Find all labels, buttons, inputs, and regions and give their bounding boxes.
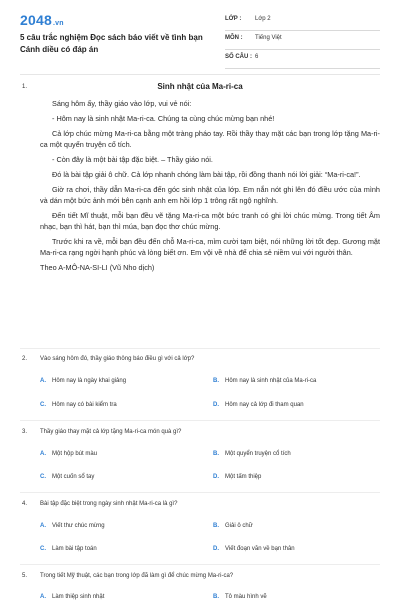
option-text: Hôm nay có bài kiểm tra	[52, 402, 117, 408]
option-text: Làm thiệp sinh nhật	[52, 594, 105, 600]
option-letter: D.	[213, 402, 219, 408]
passage-paragraph: - Hôm nay là sinh nhật Ma-ri-ca. Chúng ta cùng chúc mừng bạn nhé!	[52, 114, 275, 123]
option-letter: A.	[40, 594, 46, 600]
meta-row-class	[225, 12, 380, 31]
option-letter: D.	[213, 546, 219, 552]
meta-label: LỚP :	[225, 16, 242, 22]
option-b[interactable]	[213, 523, 253, 529]
passage-paragraph: Sáng hôm ấy, thầy giáo vào lớp, vui vẻ nói:	[52, 99, 192, 108]
option-text: Một quyển truyện cổ tích	[225, 451, 291, 457]
option-letter: D.	[213, 474, 219, 480]
option-letter: C.	[40, 402, 46, 408]
question-number: 5.	[22, 573, 28, 579]
header-divider	[20, 74, 380, 75]
question-text: Thầy giáo thay mặt cả lớp tặng Ma-ri-ca món quà gì?	[40, 429, 182, 435]
reading-passage	[40, 98, 380, 277]
meta-row-subject	[225, 31, 380, 50]
option-text: Hôm nay là sinh nhật của Ma-ri-ca	[225, 378, 317, 384]
option-letter: C.	[40, 474, 46, 480]
option-text: Viết thư chúc mừng	[52, 523, 105, 529]
option-a[interactable]	[40, 378, 126, 384]
option-letter: A.	[40, 451, 46, 457]
question-text: Trong tiết Mỹ thuật, các bạn trong lớp đã làm gì để chúc mừng Ma-ri-ca?	[40, 573, 234, 579]
option-c[interactable]	[40, 546, 97, 552]
meta-value: Tiếng Việt	[255, 35, 282, 41]
question-number: 3.	[22, 429, 28, 435]
passage-paragraph: - Còn đây là một bài tập đặc biệt. – Thầy giáo nói.	[52, 155, 213, 164]
question-number: 4.	[22, 501, 28, 507]
option-letter: B.	[213, 378, 219, 384]
logo-sub: .vn	[52, 20, 64, 27]
option-b[interactable]	[213, 594, 267, 600]
option-c[interactable]	[40, 474, 94, 480]
option-text: Một hộp bút màu	[52, 451, 98, 457]
option-b[interactable]	[213, 451, 291, 457]
option-letter: A.	[40, 523, 46, 529]
option-d[interactable]	[213, 546, 295, 552]
question-number: 1.	[22, 84, 28, 90]
meta-table	[225, 12, 380, 69]
meta-row-count	[225, 50, 380, 69]
question-divider	[20, 420, 380, 421]
option-letter: A.	[40, 378, 46, 384]
question-divider	[20, 564, 380, 565]
question-number: 2.	[22, 356, 28, 362]
option-text: Tô màu hình vẽ	[225, 594, 267, 600]
option-text: Một cuốn sổ tay	[52, 474, 95, 480]
option-b[interactable]	[213, 378, 316, 384]
question-divider	[20, 492, 380, 493]
passage-paragraph: Đến tiết Mĩ thuật, mỗi bạn đều vẽ tặng Ma-ri-ca một bức tranh có ghi lời chúc mừng. Trong tiết Âm nhạc, bạn thì hát, bạn thì múa, bạn đọc thơ chúc mừng.	[40, 211, 380, 231]
document-title: 5 câu trắc nghiệm Đọc sách báo viết về tình bạn Cánh diều có đáp án	[20, 33, 203, 54]
option-d[interactable]	[213, 402, 304, 408]
option-text: Làm bài tập toán	[52, 546, 97, 552]
option-text: Hôm nay cả lớp đi tham quan	[225, 402, 304, 408]
option-text: Giải ô chữ	[225, 523, 253, 529]
option-letter: B.	[213, 451, 219, 457]
option-letter: C.	[40, 546, 46, 552]
question-text: Vào sáng hôm đó, thầy giáo thông báo điều gì với cả lớp?	[40, 356, 195, 362]
option-text: Viết đoạn văn về bạn thân	[225, 546, 295, 552]
question-text: Bài tập đặc biệt trong ngày sinh nhật Ma-ri-ca là gì?	[40, 501, 178, 507]
site-logo[interactable]	[20, 12, 64, 28]
meta-value: 6	[255, 54, 259, 60]
passage-paragraph: Cả lớp chúc mừng Ma-ri-ca bằng một tràng pháo tay. Rồi thầy thay mặt các bạn trong lớp tặng Ma-ri-ca một quyển truyện cổ tích.	[40, 129, 380, 149]
option-text: Một tấm thiệp	[225, 474, 262, 480]
option-c[interactable]	[40, 402, 117, 408]
passage-paragraph: Trước khi ra về, mỗi bạn đều đến chỗ Ma-ri-ca, mỉm cười tạm biệt, nói những lời tốt đẹp. Gương mặt Ma-ri-ca rạng ngời hạnh phúc và lòng biết ơn. Em vội về nhà để chia sẻ niềm vui với người thân.	[40, 237, 380, 257]
passage-author: Theo A-MÔ-NA-SI-LI (Vũ Nho dịch)	[40, 263, 155, 272]
option-a[interactable]	[40, 451, 97, 457]
header	[0, 0, 400, 68]
meta-label: MÔN :	[225, 35, 243, 41]
option-text: Hôm nay là ngày khai giảng	[52, 378, 127, 384]
option-letter: B.	[213, 594, 219, 600]
passage-paragraph: Giờ ra chơi, thầy dẫn Ma-ri-ca đến góc sinh nhật của lớp. Em nắn nót ghi lên đó điều ước của mình và dán một bức ảnh mới bên cạnh anh em hồi lớp 1 trông rất ngộ nghĩnh.	[40, 185, 380, 205]
question-divider	[20, 348, 380, 349]
meta-value: Lớp 2	[255, 16, 271, 22]
passage-title: Sinh nhật của Ma-ri-ca	[157, 82, 243, 91]
option-d[interactable]	[213, 474, 261, 480]
option-letter: B.	[213, 523, 219, 529]
meta-label: SỐ CÂU :	[225, 54, 252, 60]
option-a[interactable]	[40, 523, 105, 529]
logo-main: 2048	[20, 12, 52, 28]
passage-paragraph: Đó là bài tập giải ô chữ. Cả lớp nhanh chóng làm bài tập, rồi đồng thanh nói lời giải: “Ma-ri-ca!”.	[52, 170, 361, 179]
option-a[interactable]	[40, 594, 104, 600]
